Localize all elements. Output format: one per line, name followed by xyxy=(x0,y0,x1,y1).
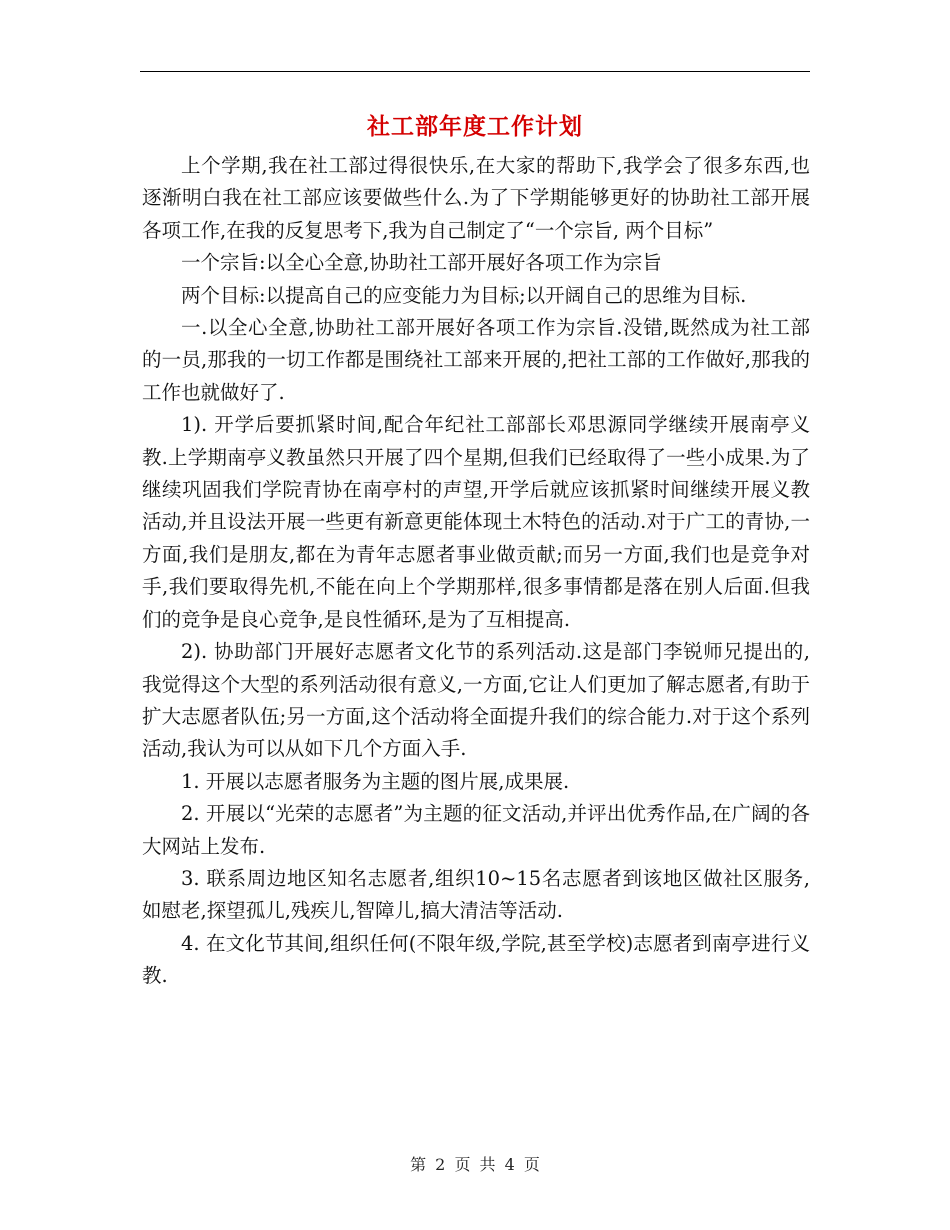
paragraph: 1). 开学后要抓紧时间,配合年纪社工部部长邓思源同学继续开展南亭义教.上学期南亭义教虽然只开展了四个星期,但我们已经取得了一些小成果.为了继续巩固我们学院青协在南亭村的声望,开学后就应该抓紧时间继续开展义教活动,并且设法开展一些更有新意更能体现土木特色的活动.对于广工的青协,一方面,我们是朋友,都在为青年志愿者事业做贡献;而另一方面,我们也是竞争对手,我们要取得先机,不能在向上个学期那样,很多事情都是落在别人后面.但我们的竞争是良心竞争,是良性循环,是为了互相提高. xyxy=(142,413,810,631)
paragraph: 上个学期,我在社工部过得很快乐,在大家的帮助下,我学会了很多东西,也逐渐明白我在社工部应该要做些什么.为了下学期能够更好的协助社工部开展各项工作,在我的反复思考下,我为自己制定了“一个宗旨, 两个目标” xyxy=(142,154,810,242)
paragraph: 两个目标:以提高自己的应变能力为目标;以开阔自己的思维为目标. xyxy=(181,283,747,307)
paragraph: 一个宗旨:以全心全意,协助社工部开展好各项工作为宗旨 xyxy=(181,251,662,275)
header-rule xyxy=(140,71,810,72)
document-body xyxy=(142,150,810,993)
list-item: 3. 联系周边地区知名志愿者,组织10~15名志愿者到该地区做社区服务,如慰老,探望孤儿,残疾儿,智障儿,搞大清洁等活动. xyxy=(142,866,810,923)
list-item: 4. 在文化节其间,组织任何(不限年级,学院,甚至学校)志愿者到南亭进行义教. xyxy=(142,931,810,988)
paragraph: 2). 协助部门开展好志愿者文化节的系列活动.这是部门李锐师兄提出的,我觉得这个大型的系列活动很有意义,一方面,它让人们更加了解志愿者,有助于扩大志愿者队伍;另一方面,这个活动将全面提升我们的综合能力.对于这个系列活动,我认为可以从如下几个方面入手. xyxy=(142,640,810,761)
list-item: 2. 开展以“光荣的志愿者”为主题的征文活动,并评出优秀作品,在广阔的各大网站上发布. xyxy=(142,802,810,858)
document-title: 社工部年度工作计划 xyxy=(367,113,583,140)
paragraph: 一.以全心全意,协助社工部开展好各项工作为宗旨.没错,既然成为社工部的一员,那我的一切工作都是围绕社工部来开展的,把社工部的工作做好,那我的工作也就做好了. xyxy=(142,316,810,404)
page-number-footer: 第 2 页 共 4 页 xyxy=(410,1155,540,1174)
list-item: 1. 开展以志愿者服务为主题的图片展,成果展. xyxy=(181,769,570,793)
